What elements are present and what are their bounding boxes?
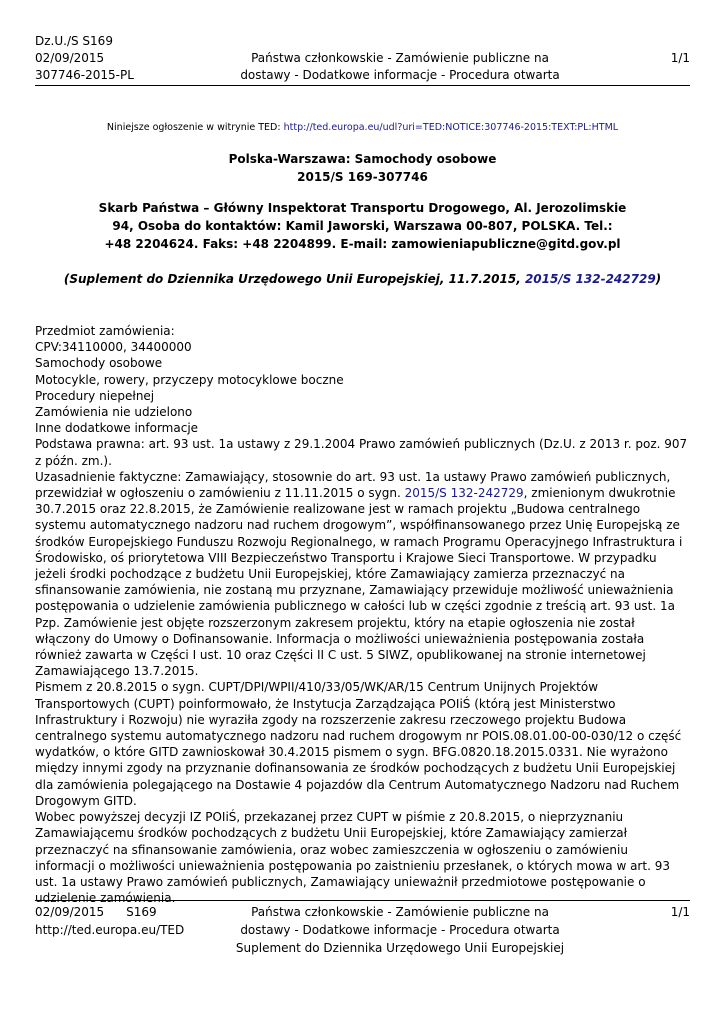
header-date: 02/09/2015 <box>35 51 105 65</box>
supplement-suffix: ) <box>655 272 662 286</box>
supplement-prefix: (Suplement do Dziennika Urzędowego Unii Europejskiej, 11.7.2015, <box>63 272 525 286</box>
footer-date-series <box>35 903 184 921</box>
body-legal-basis: Podstawa prawna: art. 93 ust. 1a ustawy z 29.1.2004 Prawo zamówień publicznych (Dz.U. z 2013 r. poz. 907 z późn. zm.). <box>35 437 688 468</box>
page-footer <box>35 903 690 963</box>
body-cpv: CPV:34110000, 34400000 <box>35 340 192 355</box>
header-divider <box>35 85 690 86</box>
page-header <box>35 33 690 85</box>
header-title-line1: Państwa członkowskie - Zamówienie publiczne na <box>251 51 549 65</box>
footer-series: S169 <box>126 905 157 919</box>
footer-title-line1: Państwa członkowskie - Zamówienie publiczne na <box>251 905 549 919</box>
authority-line2: 94, Osoba do kontaktów: Kamil Jaworski, Warszawa 00-807, POLSKA. Tel.: <box>112 219 613 233</box>
header-page-number: 1/1 <box>670 51 690 65</box>
body-subject: Przedmiot zamówienia: <box>35 324 175 338</box>
footer-date: 02/09/2015 <box>35 905 105 919</box>
justification-ref-link[interactable]: 2015/S 132-242729 <box>404 486 524 501</box>
ted-notice-link[interactable]: http://ted.europa.eu/udl?uri=TED:NOTICE:307746-2015:TEXT:PL:HTML <box>283 122 619 133</box>
body-conclusion: Wobec powyższej decyzji IZ POIiŚ, przekazanej przez CUPT w piśmie z 20.8.2015, o nieprzyznaniu Zamawiającemu środków pochodzących z budżetu Unii Europejskiej, które Zamawiający zamierzał przeznaczyć na sfinansowanie zamówienia, oraz wobec zamieszczenia w ogłoszeniu o zamówieniu informacji o możliwości unieważnienia postępowania po zaistnieniu przesłanek, o których mowa w art. 93 ust. 1a ustawy Prawo zamówień publicznych, Zamawiający unieważnił przedmiotowe postępowanie o udzielenie zamówienia. <box>35 810 670 906</box>
footer-meta <box>35 903 184 939</box>
notice-body <box>35 323 691 906</box>
body-category-1: Samochody osobowe <box>35 356 163 371</box>
header-doc-series: Dz.U./S S169 <box>35 34 113 48</box>
justification-text-b: , zmienionym dwukrotnie 30.7.2015 oraz 22.8.2015, że Zamówienie realizowane jest w ramach projektu „Budowa centralnego systemu automatycznego nadzoru nad ruchem drogowym”, współfinansowanego przez Unię Europejską ze środków Europejskiego Funduszu Rozwoju Regionalnego, w ramach Programu Operacyjnego Infrastruktura i Środowisko, oś priorytetowa VIII Bezpieczeństwo Transportu i Krajowe Sieci Transportowe. W przypadku jeżeli środki pochodzące z budżetu Unii Europejskiej, które Zamawiający zamierza przeznaczyć na sfinansowanie zamówienia, nie zostaną mu przyznane, Zamawiający przewiduje możliwość unieważnienia postępowania o udzielenie zamówienia publicznego w całości lub w części zgodnie z treścią art. 93 ust. 1a Pzp. Zamówienie jest objęte rozszerzonym zakresem projektu, który na etapie ogłoszenia nie został włączony do Umowy o Dofinansowanie. Informacja o możliwości unieważnienia postępowania została również zawarta w Części I ust. 10 oraz Części II C ust. 5 SIWZ, opublikowanej na stronie internetowej Zamawiającego 13.7.2015. <box>35 486 683 679</box>
footer-title-line2: dostawy - Dodatkowe informacje - Procedura otwarta <box>240 923 560 937</box>
ted-notice-text: Niniejsze ogłoszenie w witrynie TED: <box>106 122 284 133</box>
contracting-authority <box>35 199 690 253</box>
supplement-ref-link[interactable]: 2015/S 132-242729 <box>524 272 656 286</box>
ted-notice <box>35 121 690 135</box>
header-title-line2: dostawy - Dodatkowe informacje - Procedura otwarta <box>240 68 560 82</box>
footer-title-line3: Suplement do Dziennika Urzędowego Unii Europejskiej <box>235 941 565 955</box>
body-procedure: Procedury niepełnej <box>35 388 155 403</box>
authority-line3: +48 2204624. Faks: +48 2204899. E-mail: zamowieniapubliczne@gitd.gov.pl <box>104 237 621 251</box>
footer-page-number: 1/1 <box>670 905 690 919</box>
body-justification <box>35 469 691 680</box>
body-award-status: Zamówienia nie udzielono <box>35 405 193 420</box>
supplement-reference <box>35 270 690 288</box>
footer-title <box>210 903 590 957</box>
body-category-2: Motocykle, rowery, przyczepy motocyklowe boczne <box>35 372 344 387</box>
header-meta <box>35 33 134 84</box>
header-title <box>210 50 590 84</box>
footer-divider <box>35 900 690 901</box>
body-additional-info-heading: Inne dodatkowe informacje <box>35 421 199 436</box>
footer-url: http://ted.europa.eu/TED <box>35 923 185 937</box>
notice-title-line1: Polska-Warszawa: Samochody osobowe <box>228 152 497 166</box>
justification-text-a: Uzasadnienie faktyczne: Zamawiający, stosownie do art. 93 ust. 1a ustawy Prawo zamówień publicznych, przewidział w ogłoszeniu o zamówieniu z 11.11.2015 o sygn. <box>35 469 671 501</box>
header-doc-number: 307746-2015-PL <box>35 68 134 82</box>
authority-line1: Skarb Państwa – Główny Inspektorat Transportu Drogowego, Al. Jerozolimskie <box>98 201 627 215</box>
body-letter: Pismem z 20.8.2015 o sygn. CUPT/DPI/WPII/410/33/05/WK/AR/15 Centrum Unijnych Projektów Transportowych (CUPT) poinformowało, że Instytucja Zarządzająca POIiŚ (którą jest Ministerstwo Infrastruktury i Rozwoju) nie wyraziła zgody na rozszerzenie zakresu rzeczowego projektu Budowa centralnego systemu automatycznego nadzoru nad ruchem drogowym nr POIS.08.01.00-00-030/12 o część wydatków, o które GITD zawnioskował 30.4.2015 pismem o sygn. BFG.0820.18.2015.0331. Nie wyrażono między innymi zgody na przyznanie dofinansowania ze środków pochodzących z budżetu Unii Europejskiej dla zamówienia polegającego na Dostawie 4 pojazdów dla Centrum Automatycznego Nadzoru nad Ruchem Drogowym GITD. <box>35 680 682 808</box>
notice-title-line2: 2015/S 169-307746 <box>297 170 428 184</box>
notice-title <box>35 150 690 186</box>
